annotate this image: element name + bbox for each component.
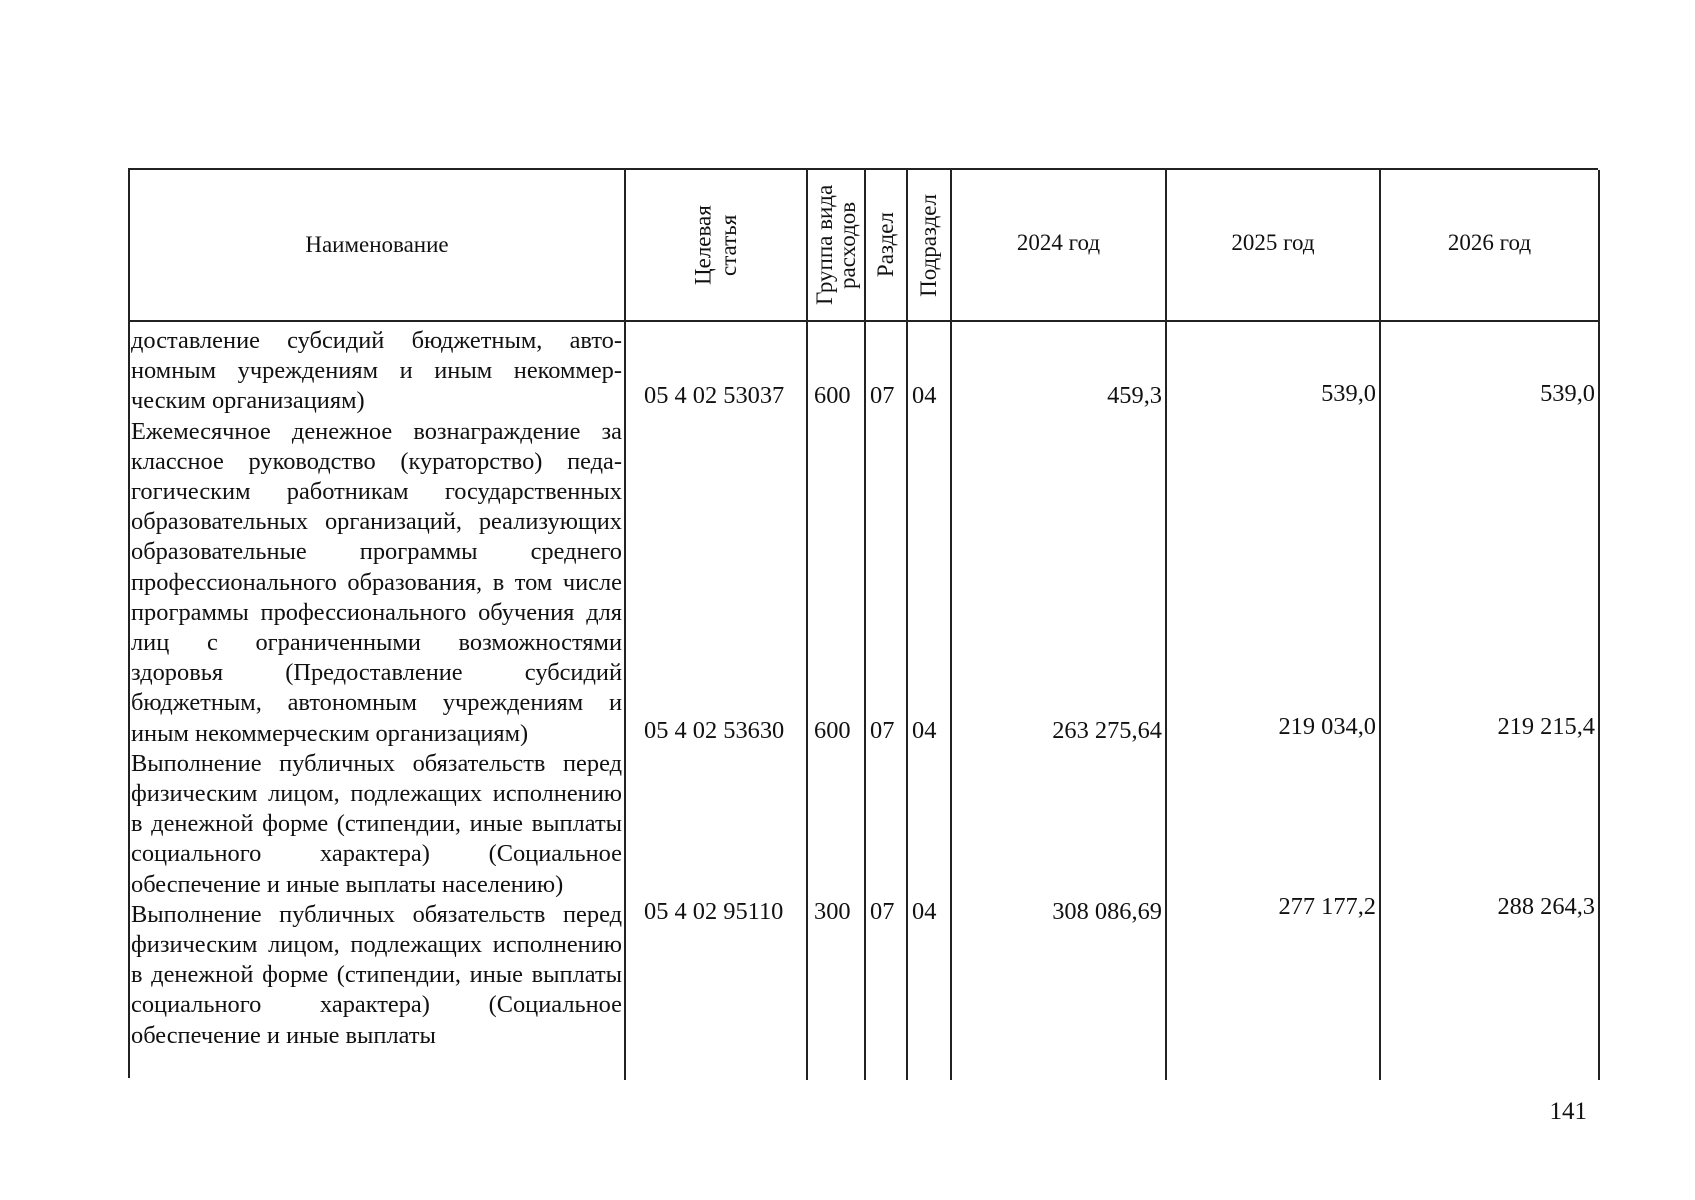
header-group [808, 170, 866, 322]
page-number: 141 [1549, 1098, 1587, 1125]
section-column [866, 322, 908, 1080]
group-column [808, 322, 866, 1080]
row-2025-2: 219 034,0 [1278, 713, 1376, 740]
name-column [130, 322, 626, 1080]
header-2025-text: 2025 год [1231, 230, 1315, 256]
row-2024-2: 263 275,64 [1052, 717, 1162, 744]
y2025-column [1167, 322, 1381, 1080]
header-section-text: Раздел [873, 212, 899, 278]
row-2026-2: 219 215,4 [1497, 713, 1595, 740]
row-2026-3: 288 264,3 [1497, 893, 1595, 920]
header-name-text: Наименование [305, 232, 449, 258]
row-2026-1: 539,0 [1540, 380, 1595, 407]
row-section-1: 07 [870, 382, 895, 409]
row-name-3: Выполнение публичных обязательств перед физическим лицом, подлежащих исполнению в денежной форме (стипендии, иные выплаты социального характера) (Социальное обеспечение и иные выплаты населению) [131, 749, 622, 898]
header-2024 [952, 170, 1167, 322]
y2026-column [1381, 322, 1600, 1080]
row-2025-1: 539,0 [1321, 380, 1376, 407]
row-group-1: 600 [814, 382, 851, 409]
target-column [626, 322, 808, 1080]
header-subsection [908, 170, 952, 322]
header-group-text: Группа вида расходов [812, 184, 860, 306]
row-section-2: 07 [870, 717, 895, 744]
header-2024-text: 2024 год [1016, 230, 1101, 256]
row-2024-1: 459,3 [1107, 382, 1162, 409]
header-2026-text: 2026 год [1447, 230, 1532, 256]
header-target [626, 170, 808, 322]
header-2025 [1167, 170, 1381, 322]
y2024-column [952, 322, 1167, 1080]
header-section [866, 170, 908, 322]
header-2026 [1381, 170, 1600, 322]
row-section-3: 07 [870, 898, 895, 925]
row-subsection-3: 04 [912, 898, 937, 925]
subsection-column [908, 322, 952, 1080]
row-name-4: Выполнение публичных обязательств перед физическим лицом, подлежащих исполнению в денежной форме (стипендии, иные выплаты социального характера) (Социальное обеспечение и иные выплаты [131, 900, 622, 1049]
row-2025-3: 277 177,2 [1278, 893, 1376, 920]
budget-table [128, 168, 1598, 1078]
row-code-3: 05 4 02 95110 [644, 898, 784, 925]
header-subsection-text: Подраздел [916, 193, 942, 297]
row-name-1: доставление субсидий бюджетным, автономным учреждениям и иным некоммерческим организациям) [131, 327, 622, 415]
row-code-1: 05 4 02 53037 [644, 382, 785, 409]
row-code-2: 05 4 02 53630 [644, 717, 785, 744]
row-name-2: Ежемесячное денежное вознаграждение за классное руководство (кураторство) педагогическим работникам государственных образовательных организаций, реализующих образовательные программы среднего профессионального образования, в том числе программы профессионального обучения для лиц с ограниченными возможностями здоровья (Предоставление субсидий бюджетным, автономным учреждениям и иным некоммерческим организациям) [131, 417, 622, 747]
row-subsection-2: 04 [912, 717, 937, 744]
row-group-2: 600 [814, 717, 851, 744]
row-group-3: 300 [814, 898, 851, 925]
header-target-text: Целевая статья [690, 205, 741, 285]
row-2024-3: 308 086,69 [1052, 898, 1162, 925]
row-subsection-1: 04 [912, 382, 937, 409]
header-name [130, 170, 626, 322]
